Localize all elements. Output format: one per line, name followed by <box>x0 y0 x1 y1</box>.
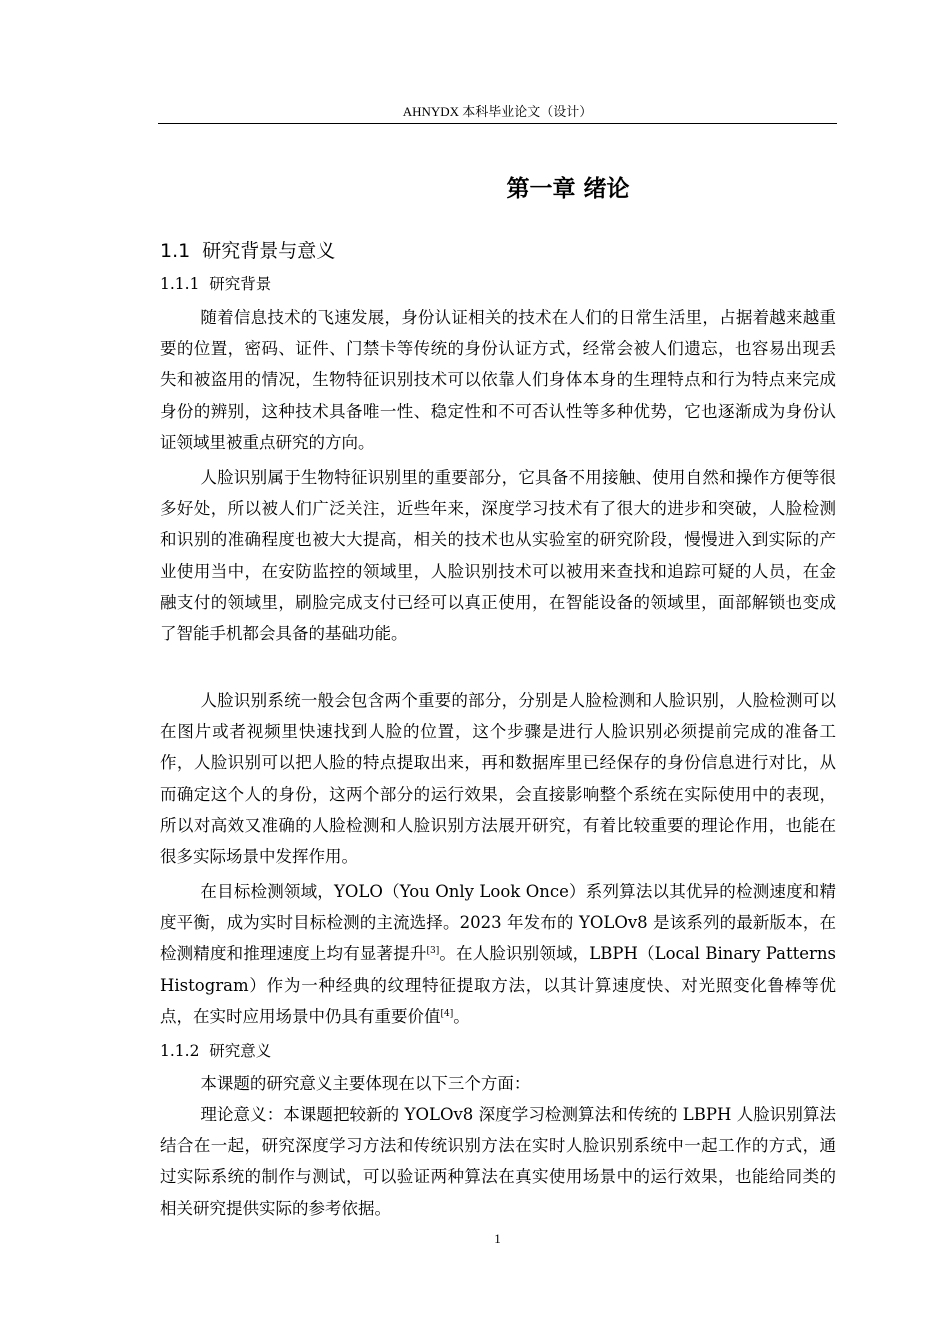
paragraph-text: 。在人脸识别领域，LBPH（Local Binary Patterns Histogram）作为一种经典的纹理特征提取方法，以其计算速度快、对光照变化鲁棒等优点，在实时应用场景中仍具有重要价值 <box>160 944 836 1026</box>
paragraph-background-1: 随着信息技术的飞速发展，身份认证相关的技术在人们的日常生活里，占据着越来越重要的位置，密码、证件、门禁卡等传统的身份认证方式，经常会被人们遗忘，也容易出现丢失和被盗用的情况，生物特征识别技术可以依靠人们身体本身的生理特点和行为特点来完成身份的辨别，这种技术具备唯一性、稳定性和不可否认性等多种优势，它也逐渐成为身份认证领域里被重点研究的方向。 <box>160 308 836 452</box>
citation-ref-3: [3] <box>426 946 440 957</box>
paragraph-text: 。 <box>453 1006 470 1026</box>
subsection-heading-1-1-2: 1.1.2 研究意义 <box>160 1042 272 1060</box>
page-number: 1 <box>494 1231 501 1246</box>
citation-ref-4: [4] <box>440 1008 454 1019</box>
running-header: AHNYDX 本科毕业论文（设计） <box>402 104 593 119</box>
paragraph-background-3: 人脸识别系统一般会包含两个重要的部分，分别是人脸检测和人脸识别，人脸检测可以在图片或者视频里快速找到人脸的位置，这个步骤是进行人脸识别必须提前完成的准备工作，人脸识别可以把人脸的特点提取出来，再和数据库里已经保存的身份信息进行对比，从而确定这个人的身份，这两个部分的运行效果，会直接影响整个系统在实际使用中的表现，所以对高效又准确的人脸检测和人脸识别方法展开研究，有着比较重要的理论作用，也能在很多实际场景中发挥作用。 <box>160 691 836 867</box>
paragraph-background-2: 人脸识别属于生物特征识别里的重要部分，它具备不用接触、使用自然和操作方便等很多好处，所以被人们广泛关注，近些年来，深度学习技术有了很大的进步和突破，人脸检测和识别的准确程度也被大大提高，相关的技术也从实验室的研究阶段，慢慢进入到实际的产业使用当中，在安防监控的领域里，人脸识别技术可以被用来查找和追踪可疑的人员，在金融支付的领域里，刷脸完成支付已经可以真正使用，在智能设备的领域里，面部解锁也变成了智能手机都会具备的基础功能。 <box>160 468 836 644</box>
paragraph-background-4 <box>160 876 836 1032</box>
paragraph-theoretical-significance: 理论意义：本课题把较新的 YOLOv8 深度学习检测算法和传统的 LBPH 人脸识别算法结合在一起，研究深度学习方法和传统识别方法在实时人脸识别系统中一起工作的方式，通过实际系统的制作与测试，可以验证两种算法在真实使用场景中的运行效果，也能给同类的相关研究提供实际的参考依据。 <box>160 1105 836 1218</box>
header-rule <box>158 123 837 124</box>
paragraph-significance-intro: 本课题的研究意义主要体现在以下三个方面： <box>200 1074 531 1093</box>
chapter-title: 第一章 绪论 <box>506 176 630 202</box>
section-heading-1-1: 1.1 研究背景与意义 <box>160 240 336 262</box>
paragraph-text: 在目标检测领域，YOLO（You Only Look Once）系列算法以其优异的检测速度和精度平衡，成为实时目标检测的主流选择。2023 年发布的 YOLOv8 是该系列的最新版本，在检测精度和推理速度上均有显著提升 <box>160 882 836 964</box>
subsection-heading-1-1-1: 1.1.1 研究背景 <box>160 275 272 293</box>
